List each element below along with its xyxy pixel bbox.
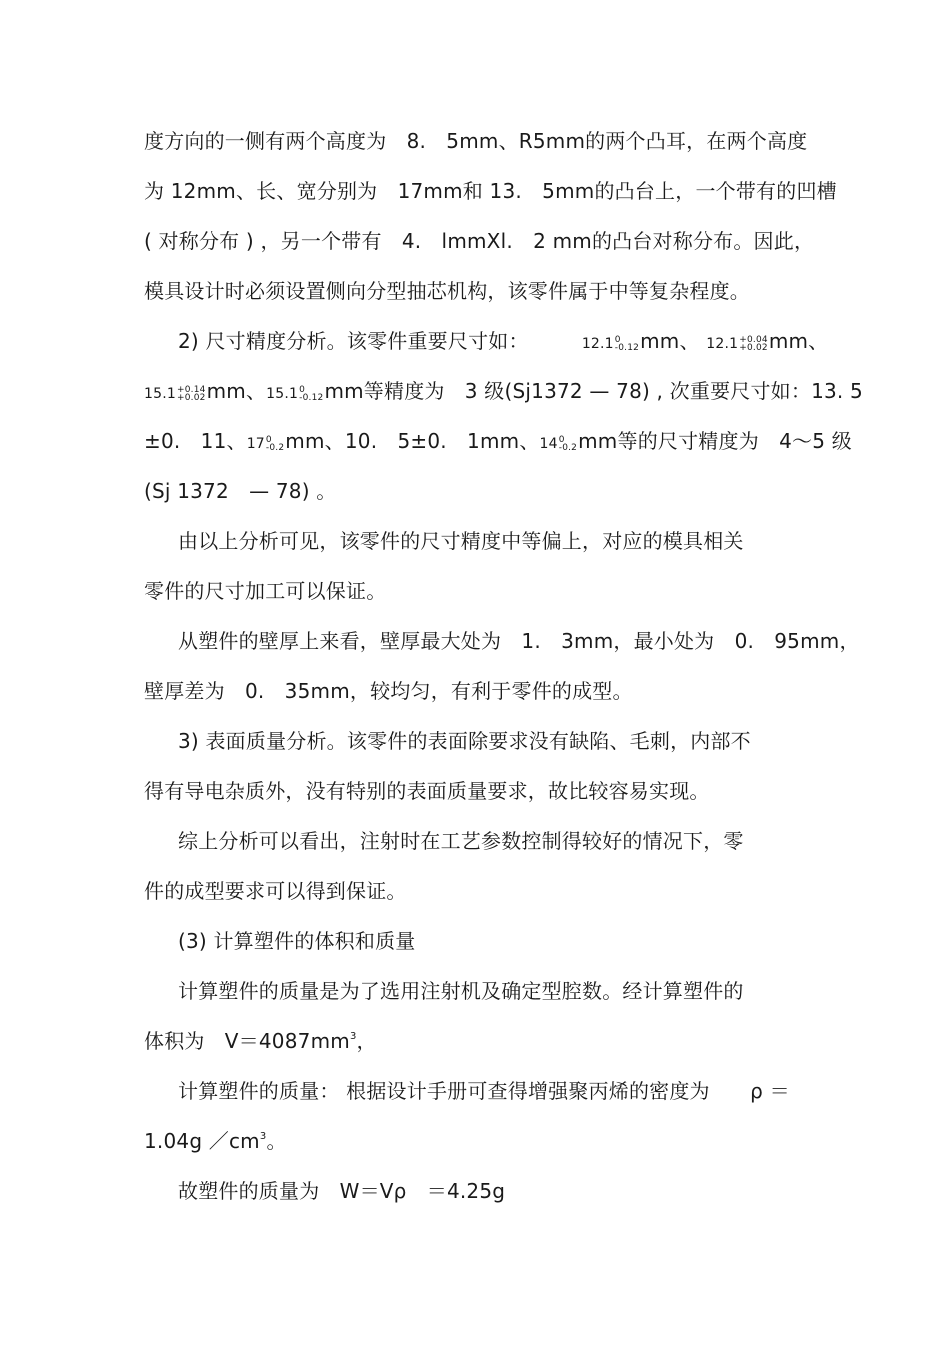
tolerance-upper: 0 (558, 435, 565, 445)
tolerance-upper: +0.04 (739, 335, 768, 345)
paragraph-line: 从塑件的壁厚上来看，壁厚最大处为 1. 3mm，最小处为 0. 95mm， (178, 629, 860, 653)
tolerance (615, 336, 639, 352)
section-heading: (3) 计算塑件的体积和质量 (178, 929, 416, 953)
dimension-value: 14 (539, 436, 558, 452)
paragraph-line (144, 426, 852, 459)
text-run: ±0. 11、 (144, 429, 247, 453)
dimension-value: 17 (246, 436, 265, 452)
tolerance (739, 336, 768, 352)
superscript: 3 (349, 1031, 357, 1042)
text-run: mm等精度为 3 级(Sj1372 — 78) , 次重要尺寸如：13. 5 (324, 379, 863, 403)
text-run: ， (356, 1029, 377, 1053)
unit: mm、 (640, 329, 700, 353)
tolerance (266, 436, 284, 452)
tolerance-lower: -0.12 (299, 393, 324, 403)
tolerance-lower: -0.12 (614, 343, 640, 353)
paragraph-line: ( 对称分布 ) ，另一个带有 4. lmmXl. 2 mm的凸台对称分布。因此， (144, 229, 815, 253)
paragraph-line: 由以上分析可见，该零件的尺寸精度中等偏上，对应的模具相关 (178, 529, 744, 553)
text-run: 2) 尺寸精度分析。该零件重要尺寸如： (178, 329, 529, 353)
dimension-value: 15.1 (144, 386, 176, 402)
paragraph-line: 为 12mm、长、宽分别为 17mm和 13. 5mm的凸台上，一个带有的凹槽 (144, 179, 837, 203)
tolerance-lower: -0.2 (265, 443, 285, 453)
tolerance-upper: 0 (265, 435, 272, 445)
paragraph-line: 壁厚差为 0. 35mm，较均匀，有利于零件的成型。 (144, 679, 633, 703)
tolerance-upper: 0 (299, 385, 306, 395)
unit: mm、 (768, 329, 829, 353)
paragraph-line: 计算塑件的质量： 根据设计手册可查得增强聚丙烯的密度为 ρ ＝ (178, 1079, 790, 1103)
unit: mm、 (206, 379, 267, 403)
tolerance-upper: 0 (614, 335, 621, 345)
tolerance-upper: +0.14 (176, 385, 206, 395)
paragraph-line: 3) 表面质量分析。该零件的表面除要求没有缺陷、毛刺，内部不 (178, 729, 751, 753)
paragraph-line (144, 1026, 820, 1056)
text-run: 。 (266, 1129, 287, 1153)
text-run: 体积为 V＝4087mm (144, 1029, 350, 1053)
paragraph-line (178, 326, 829, 359)
tolerance (299, 386, 323, 402)
text-run: 1.04g ／cm (144, 1129, 260, 1153)
paragraph-line: 件的成型要求可以得到保证。 (144, 879, 407, 903)
text-run: mm、10. 5±0. 1mm、 (285, 429, 540, 453)
dimension-value: 12.1 (706, 336, 739, 352)
text-run: mm等的尺寸精度为 4～5 级 (578, 429, 852, 453)
paragraph-line (144, 376, 863, 409)
dimension-value: 12.1 (581, 336, 614, 352)
paragraph-line: 零件的尺寸加工可以保证。 (144, 579, 387, 603)
paragraph-line: 综上分析可以看出，注射时在工艺参数控制得较好的情况下，零 (178, 829, 744, 853)
paragraph-line: 得有导电杂质外，没有特别的表面质量要求，故比较容易实现。 (144, 779, 710, 803)
superscript: 3 (259, 1131, 267, 1142)
paragraph-line: 模具设计时必须设置侧向分型抽芯机构，该零件属于中等复杂程度。 (144, 279, 750, 303)
tolerance-lower: +0.02 (176, 393, 206, 403)
dimension-value: 15.1 (266, 386, 299, 402)
tolerance-lower: -0.2 (558, 443, 578, 453)
tolerance (559, 436, 577, 452)
paragraph-line: 计算塑件的质量是为了选用注射机及确定型腔数。经计算塑件的 (178, 979, 744, 1003)
paragraph-line: (Sj 1372 — 78) 。 (144, 479, 337, 503)
paragraph-line (144, 1126, 820, 1156)
paragraph-line: 故塑件的质量为 W＝Vρ ＝4.25g (178, 1179, 506, 1203)
tolerance-lower: +0.02 (739, 343, 768, 353)
paragraph-line: 度方向的一侧有两个高度为 8. 5mm、R5mm的两个凸耳，在两个高度 (144, 129, 808, 153)
tolerance (177, 386, 206, 402)
